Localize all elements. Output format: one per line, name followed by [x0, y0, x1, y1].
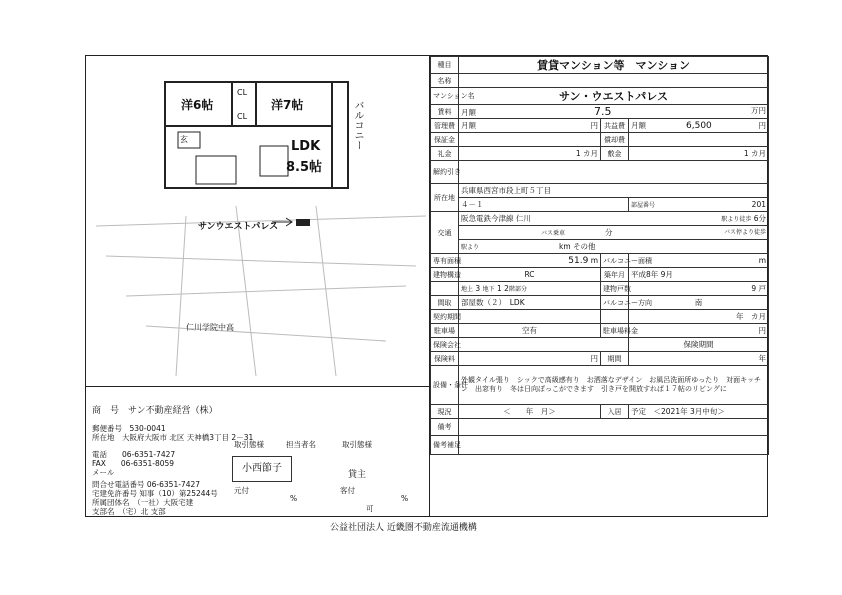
- term-label-1: 取引態様: [234, 440, 264, 449]
- bus-label: バス乗車: [541, 230, 566, 237]
- transit-label: 交通: [431, 212, 459, 254]
- guarantee-label: 保険会社: [431, 338, 459, 352]
- mail-label: メール: [92, 468, 115, 477]
- left-panel: [86, 56, 430, 386]
- keymoney-unit: カ月: [583, 149, 598, 158]
- dir-value: 南: [629, 296, 769, 310]
- station-from-label: 駅より: [461, 244, 480, 251]
- balcony-area-label: バルコニー面積: [601, 254, 629, 268]
- parking-unit: 円: [629, 324, 769, 338]
- km-label: km: [559, 242, 571, 251]
- mgmt-label: 管理費: [431, 119, 459, 133]
- trade-name: サン不動産経営（株）: [128, 406, 218, 416]
- ins-year: 年: [629, 352, 769, 366]
- bldg-value: サン・ウエストパレス: [459, 88, 769, 105]
- term-label-3: 取引態様: [342, 440, 372, 449]
- tel-value: 06-6351-7427: [122, 450, 176, 459]
- units-label: 建物戸数: [601, 282, 629, 296]
- under-label: 地下: [482, 286, 495, 293]
- balcony-label: バルコニー: [352, 100, 363, 150]
- license-label: 宅建免許番号: [92, 489, 137, 498]
- built-value: 平成8年 9月: [629, 268, 769, 282]
- parking-label: 駐車場: [431, 324, 459, 338]
- agent-stamp: 小西節子: [232, 456, 292, 482]
- move-label: 入居: [601, 405, 629, 419]
- floor-part-label: 階部分: [508, 286, 527, 293]
- trade-label: 商 号: [92, 406, 120, 416]
- loc-value: 兵庫県西宮市段上町５丁目: [459, 184, 769, 198]
- agent-info: [86, 386, 430, 517]
- role-value: 貸主: [348, 470, 367, 480]
- bus-walk-label: バス停より徒歩: [723, 229, 766, 236]
- rent-label: 賃料: [431, 105, 459, 119]
- lot-value: ４－１: [459, 198, 629, 212]
- type-value: 賃貸マンション等 マンション: [459, 57, 769, 74]
- parking-fee-label: 駐車場料金: [601, 324, 629, 338]
- share-label-2: 客付: [340, 486, 355, 495]
- line-value: 阪急電鉄今津線 仁川: [461, 214, 531, 223]
- type-label: 種目: [431, 57, 459, 74]
- rent-unit: 万円: [751, 106, 766, 115]
- assoc-value: （一社）大阪宅建: [137, 498, 194, 507]
- area-value: 51.9: [568, 255, 589, 266]
- closet-label-2: CL: [237, 112, 248, 121]
- layout-label: 間取: [431, 296, 459, 310]
- ins-period-label: 保険期間: [629, 338, 769, 352]
- ins-period: 期間: [601, 352, 629, 366]
- contract-unit: 年 カ月: [629, 310, 769, 324]
- assoc-label: 所属団体名: [92, 498, 130, 507]
- rent-value: 7.5: [594, 105, 612, 118]
- ins-label: 保険料: [431, 352, 459, 366]
- fee-label: 償却費: [601, 133, 629, 147]
- floor-at: 1: [496, 284, 502, 293]
- built-label: 築年月: [601, 268, 629, 282]
- balcony-dir-label: バルコニー方向: [601, 296, 629, 310]
- floors-value: 3: [475, 284, 481, 293]
- room-label-2: 洋7帖: [271, 98, 304, 112]
- walk-label: 駅より徒歩: [721, 216, 752, 223]
- fax-label: FAX: [92, 459, 106, 468]
- rent-month: 月額: [461, 108, 476, 117]
- status-value: ＜ 年 月＞: [459, 405, 601, 419]
- status-label: 現況: [431, 405, 459, 419]
- equip-label: 設備・条件: [431, 366, 459, 405]
- loc-label: 所在地: [431, 184, 459, 212]
- struct-label: 建物構造: [431, 268, 459, 282]
- ldk-size: 8.5帖: [286, 160, 323, 175]
- map-building-label: サンウエストパレス: [198, 222, 279, 232]
- name-label: 名称: [431, 74, 459, 88]
- common-value: 6,500: [686, 121, 712, 131]
- property-table: 種目 賃貸マンション等 マンション 名称 マンション名 サン・ウエストパレス 賃料 月額 7.5 万円 管理費 月額 円 共益費 月額 6,500 円 保証金 償却費 礼金 1 カ月 敷金 1 カ月 解約引き 所在地 兵庫県西宮市段上町５丁目 ４－１ 部屋番号 201 交通 阪急電鉄今津線 仁川 駅より徒歩 6分 バス乗車 分 バス停より徒歩 駅より km その他 専有面積 51.9 m バルコニー面積 m 建物構造 RC 築年月 平成8年 9月 地上 3 地下 1 2階部分 建物戸数 9 戸 間取 部屋数（２） LDK バルコニー方向 南 契約期間 年 カ月 駐車場 空有 駐車場料金 円 保険会社 保険期間 保険料 円 期間 年 設備・条件 外観タイル張り シックで高級感有り お洒落なデザイン お風呂洗面所ゆったり 対面キッチン 出窓有り 冬は日向ぼっこができます 引き戸を開放すれば１７帖のリビングに 現況 ＜ 年 月＞ 入居 予定 ＜2021年 3月中旬＞ 備考 備考補足: [430, 56, 768, 516]
- renew-label: 解約引き: [431, 161, 459, 184]
- building-marker: [296, 219, 310, 226]
- bldg-label: マンション名: [431, 88, 459, 105]
- units-unit: 戸: [758, 284, 766, 293]
- license-value: 知事（10）第25244号: [139, 489, 218, 498]
- bus-unit: 分: [605, 228, 613, 237]
- branch-suffix: 支部: [150, 507, 166, 516]
- contract-label: 契約期間: [431, 310, 459, 324]
- ldk-label: LDK: [291, 139, 321, 154]
- ok-value: 可: [366, 504, 374, 513]
- share-label-1: 元付: [234, 486, 249, 495]
- address-value: 大阪府大阪市 北区 天神橋3丁目 2－31: [122, 433, 254, 442]
- branch-label: 支部名: [92, 507, 115, 516]
- floor-part: 2: [504, 284, 509, 293]
- floors-label: 地上: [461, 286, 474, 293]
- parking-value: 空有: [459, 324, 601, 338]
- shiki-unit: カ月: [751, 149, 766, 158]
- mgmt-unit: 円: [590, 121, 598, 130]
- term-label-2: 担当者名: [286, 440, 316, 449]
- layout-value: 部屋数（２） LDK: [459, 296, 601, 310]
- closet-label-1: CL: [237, 88, 248, 97]
- shiki-value: 1: [743, 149, 749, 158]
- other-label: その他: [573, 242, 596, 251]
- percent-2: %: [401, 494, 409, 503]
- equip-text: 外観タイル張り シックで高級感有り お洒落なデザイン お風呂洗面所ゆったり 対面キッチン 出窓有り 冬は日向ぼっこができます 引き戸を開放すれば１７帖のリビングに: [459, 366, 769, 405]
- move-value: 予定 ＜2021年 3月中旬＞: [629, 405, 769, 419]
- percent-1: %: [290, 494, 298, 503]
- deposit-label: 保証金: [431, 133, 459, 147]
- mgmt-month: 月額: [461, 121, 476, 130]
- remarks-label: 備考: [431, 419, 459, 436]
- common-label: 共益費: [601, 119, 629, 133]
- walk-value: 6: [753, 214, 759, 223]
- entry-label: 玄: [180, 135, 188, 144]
- ins-unit: 円: [459, 352, 601, 366]
- address-label: 所在地: [92, 433, 115, 442]
- tel-label: 電話: [92, 450, 107, 459]
- keymoney-value: 1: [575, 149, 581, 158]
- room-label-1: 洋6帖: [181, 98, 214, 112]
- postal-label: 郵便番号: [92, 424, 122, 433]
- units-value: 9: [751, 284, 757, 293]
- area-label: 専有面積: [431, 254, 459, 268]
- common-unit: 円: [758, 121, 766, 130]
- common-month: 月額: [631, 121, 646, 130]
- footer-org: 公益社団法人 近畿圏不動産流通機構: [330, 523, 477, 533]
- contact-value: 06-6351-7427: [146, 480, 201, 489]
- postal-value: 530-0041: [129, 424, 166, 433]
- room-value: 201: [751, 200, 766, 209]
- area-unit: m: [590, 255, 598, 265]
- note-label: 備考補足: [431, 436, 459, 455]
- map-school-label: 仁川学院中高: [186, 323, 234, 332]
- shiki-label: 敷金: [601, 147, 629, 161]
- keymoney-label: 礼金: [431, 147, 459, 161]
- contact-label: 問合せ電話番号: [92, 480, 145, 489]
- room-label: 部屋番号: [631, 202, 656, 209]
- walk-unit: 分: [758, 214, 766, 223]
- fax-value: 06-6351-8059: [120, 459, 175, 468]
- branch-value: （宅）北: [122, 507, 149, 516]
- struct-value: RC: [459, 268, 601, 282]
